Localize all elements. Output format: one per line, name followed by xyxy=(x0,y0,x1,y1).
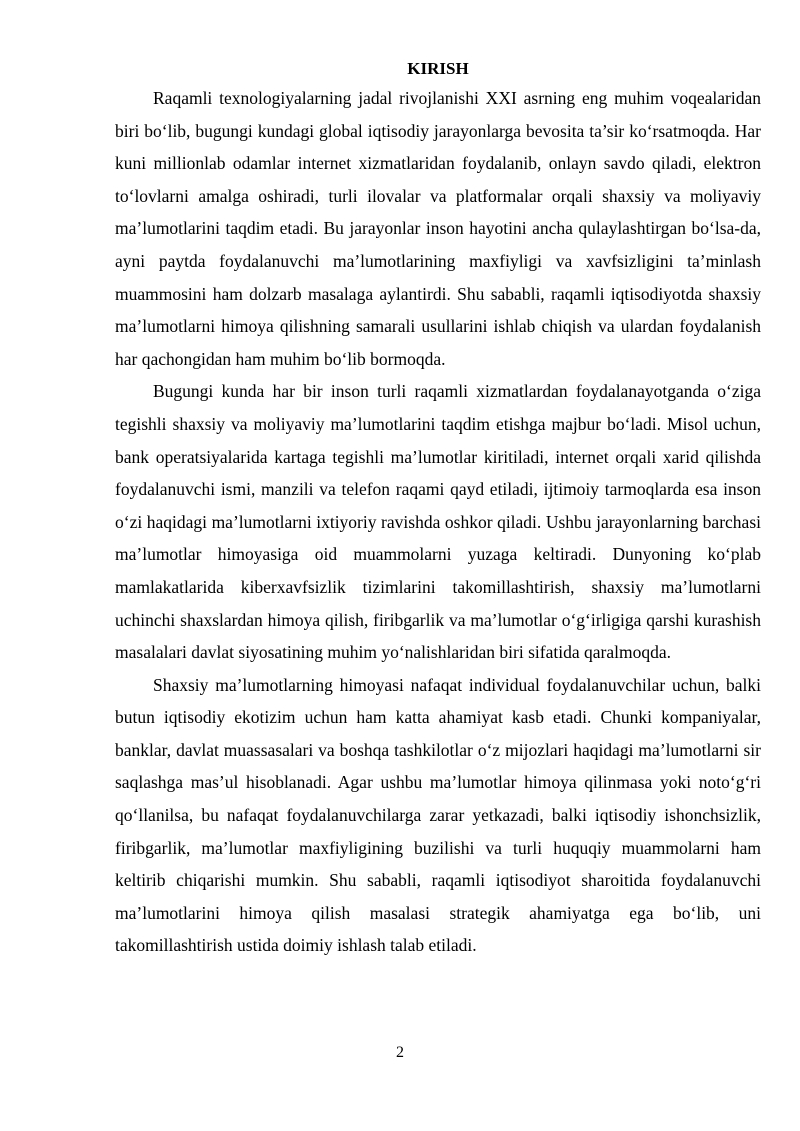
section-title: KIRISH xyxy=(407,59,469,78)
paragraph-2: Bugungi kunda har bir inson turli raqamli xizmatlardan foydalanayotganda o‘ziga tegishli shaxsiy va moliyaviy ma’lumotlarini taqdim etishga majbur bo‘ladi. Misol uchun, bank operatsiyalarida kartaga tegishli ma’lumotlar kiritiladi, internet orqali xarid qilishda foydalanuvchi ismi, manzili va telefon raqami qayd etiladi, ijtimoiy tarmoqlarda esa inson o‘zi haqidagi ma’lumotlarni ixtiyoriy ravishda oshkor qiladi. Ushbu jarayonlarning barchasi ma’lumotlar himoyasiga oid muammolarni yuzaga keltiradi. Dunyoning ko‘plab mamlakatlarida kiberxavfsizlik tizimlarini takomillashtirish, shaxsiy ma’lumotlarni uchinchi shaxslardan himoya qilish, firibgarlik va ma’lumotlar o‘g‘irligiga qarshi kurashish masalalari davlat siyosatining muhim yo‘nalishlaridan biri sifatida qaralmoqda. xyxy=(115,381,761,663)
paragraph-3: Shaxsiy ma’lumotlarning himoyasi nafaqat individual foydalanuvchilar uchun, balki butun iqtisodiy ekotizim uchun ham katta ahamiyat kasb etadi. Chunki kompaniyalar, banklar, davlat muassasalari va boshqa tashkilotlar o‘z mijozlari haqidagi ma’lumotlarni sir saqlashga mas’ul hisoblanadi. Agar ushbu ma’lumotlar himoya qilinmasa yoki noto‘g‘ri qo‘llanilsa, bu nafaqat foydalanuvchilarga zarar yetkazadi, balki iqtisodiy ishonchsizlik, firibgarlik, ma’lumotlar maxfiyligining buzilishi va turli huquqiy muammolarni ham keltirib chiqarishi mumkin. Shu sababli, raqamli iqtisodiyot sharoitida foydalanuvchi ma’lumotlarini himoya qilish masalasi strategik ahamiyatga ega bo‘lib, uni takomillashtirish ustida doimiy ishlash talab etiladi. xyxy=(115,674,761,956)
document-page xyxy=(115,55,761,962)
page-number: 2 xyxy=(396,1044,404,1061)
paragraph-1: Raqamli texnologiyalarning jadal rivojlanishi XXI asrning eng muhim voqealaridan biri bo‘lib, bugungi kundagi global iqtisodiy jarayonlarga bevosita ta’sir ko‘rsatmoqda. Har kuni millionlab odamlar internet xizmatlaridan foydalanib, onlayn savdo qiladi, elektron to‘lovlarni amalga oshiradi, turli ilovalar va platformalar orqali shaxsiy va moliyaviy ma’lumotlarini taqdim etadi. Bu jarayonlar inson hayotini ancha qulaylashtirgan bo‘lsa-da, ayni paytda foydalanuvchi ma’lumotlarining maxfiyligi va xavfsizligini ta’minlash muammosini ham dolzarb masalaga aylantirdi. Shu sababli, raqamli iqtisodiyotda shaxsiy ma’lumotlarni himoya qilishning samarali usullarini ishlab chiqish va ulardan foydalanish har qachongidan ham muhim bo‘lib bormoqda. xyxy=(115,88,761,369)
